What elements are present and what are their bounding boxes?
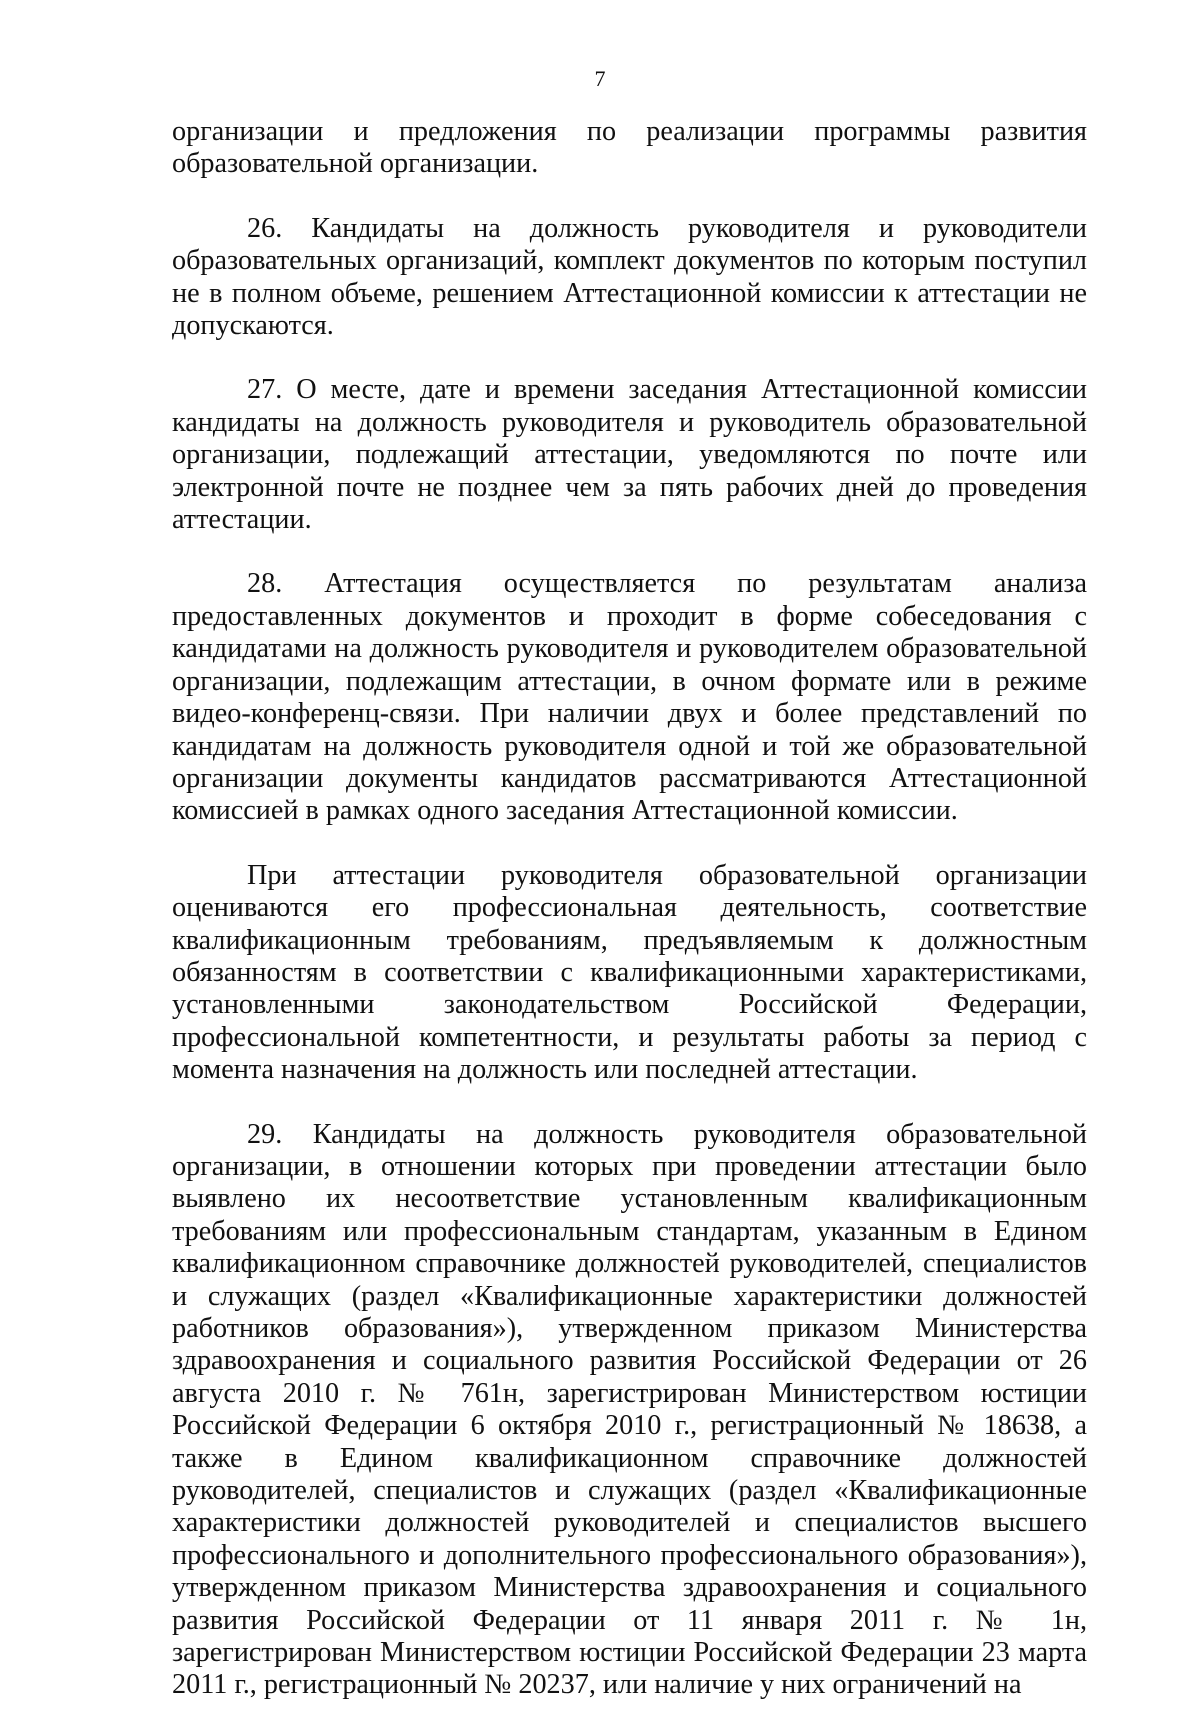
paragraph-27: 27. О месте, дате и времени заседания Аттестационной комиссии кандидаты на должность руководителя и руководитель образовательной организации, подлежащий аттестации, уведомляются по почте или электронной почте не позднее чем за пять рабочих дней до проведения аттестации. <box>172 374 1087 536</box>
paragraph-continuation: организации и предложения по реализации программы развития образовательной организации. <box>172 116 1087 180</box>
paragraph-28-evaluation: При аттестации руководителя образовательной организации оцениваются его профессиональная деятельность, соответствие квалификационным требованиям, предъявляемым к должностным обязанностям в соответствии с квалификационными характеристиками, установленными законодательством Российской Федерации, профессиональной компетентности, и результаты работы за период с момента назначения на должность или последней аттестации. <box>172 859 1087 1086</box>
paragraph-28: 28. Аттестация осуществляется по результатам анализа предоставленных документов и проходит в форме собеседования с кандидатами на должность руководителя и руководителем образовательной организации, подлежащим аттестации, в очном формате или в режиме видео-конференц-связи. При наличии двух и более представлений по кандидатам на должность руководителя одной и той же образовательной организации документы кандидатов рассматриваются Аттестационной комиссией в рамках одного заседания Аттестационной комиссии. <box>172 568 1087 827</box>
paragraph-26: 26. Кандидаты на должность руководителя и руководители образовательных организаций, комплект документов по которым поступил не в полном объеме, решением Аттестационной комиссии к аттестации не допускаются. <box>172 212 1087 342</box>
paragraph-29: 29. Кандидаты на должность руководителя образовательной организации, в отношении которых при проведении аттестации было выявлено их несоответствие установленным квалификационным требованиям или профессиональным стандартам, указанным в Едином квалификационном справочнике должностей руководителей, специалистов и служащих (раздел «Квалификационные характеристики должностей работников образования»), утвержденном приказом Министерства здравоохранения и социального развития Российской Федерации от 26 августа 2010 г. № 761н, зарегистрирован Министерством юстиции Российской Федерации 6 октября 2010 г., регистрационный № 18638, а также в Едином квалификационном справочнике должностей руководителей, специалистов и служащих (раздел «Квалификационные характеристики должностей руководителей и специалистов высшего профессионального и дополнительного профессионального образования»), утвержденном приказом Министерства здравоохранения и социального развития Российской Федерации от 11 января 2011 г. № 1н, зарегистрирован Министерством юстиции Российской Федерации 23 марта 2011 г., регистрационный № 20237, или наличие у них ограничений на <box>172 1118 1087 1701</box>
page-number: 7 <box>594 66 606 91</box>
document-body <box>172 116 1087 1734</box>
